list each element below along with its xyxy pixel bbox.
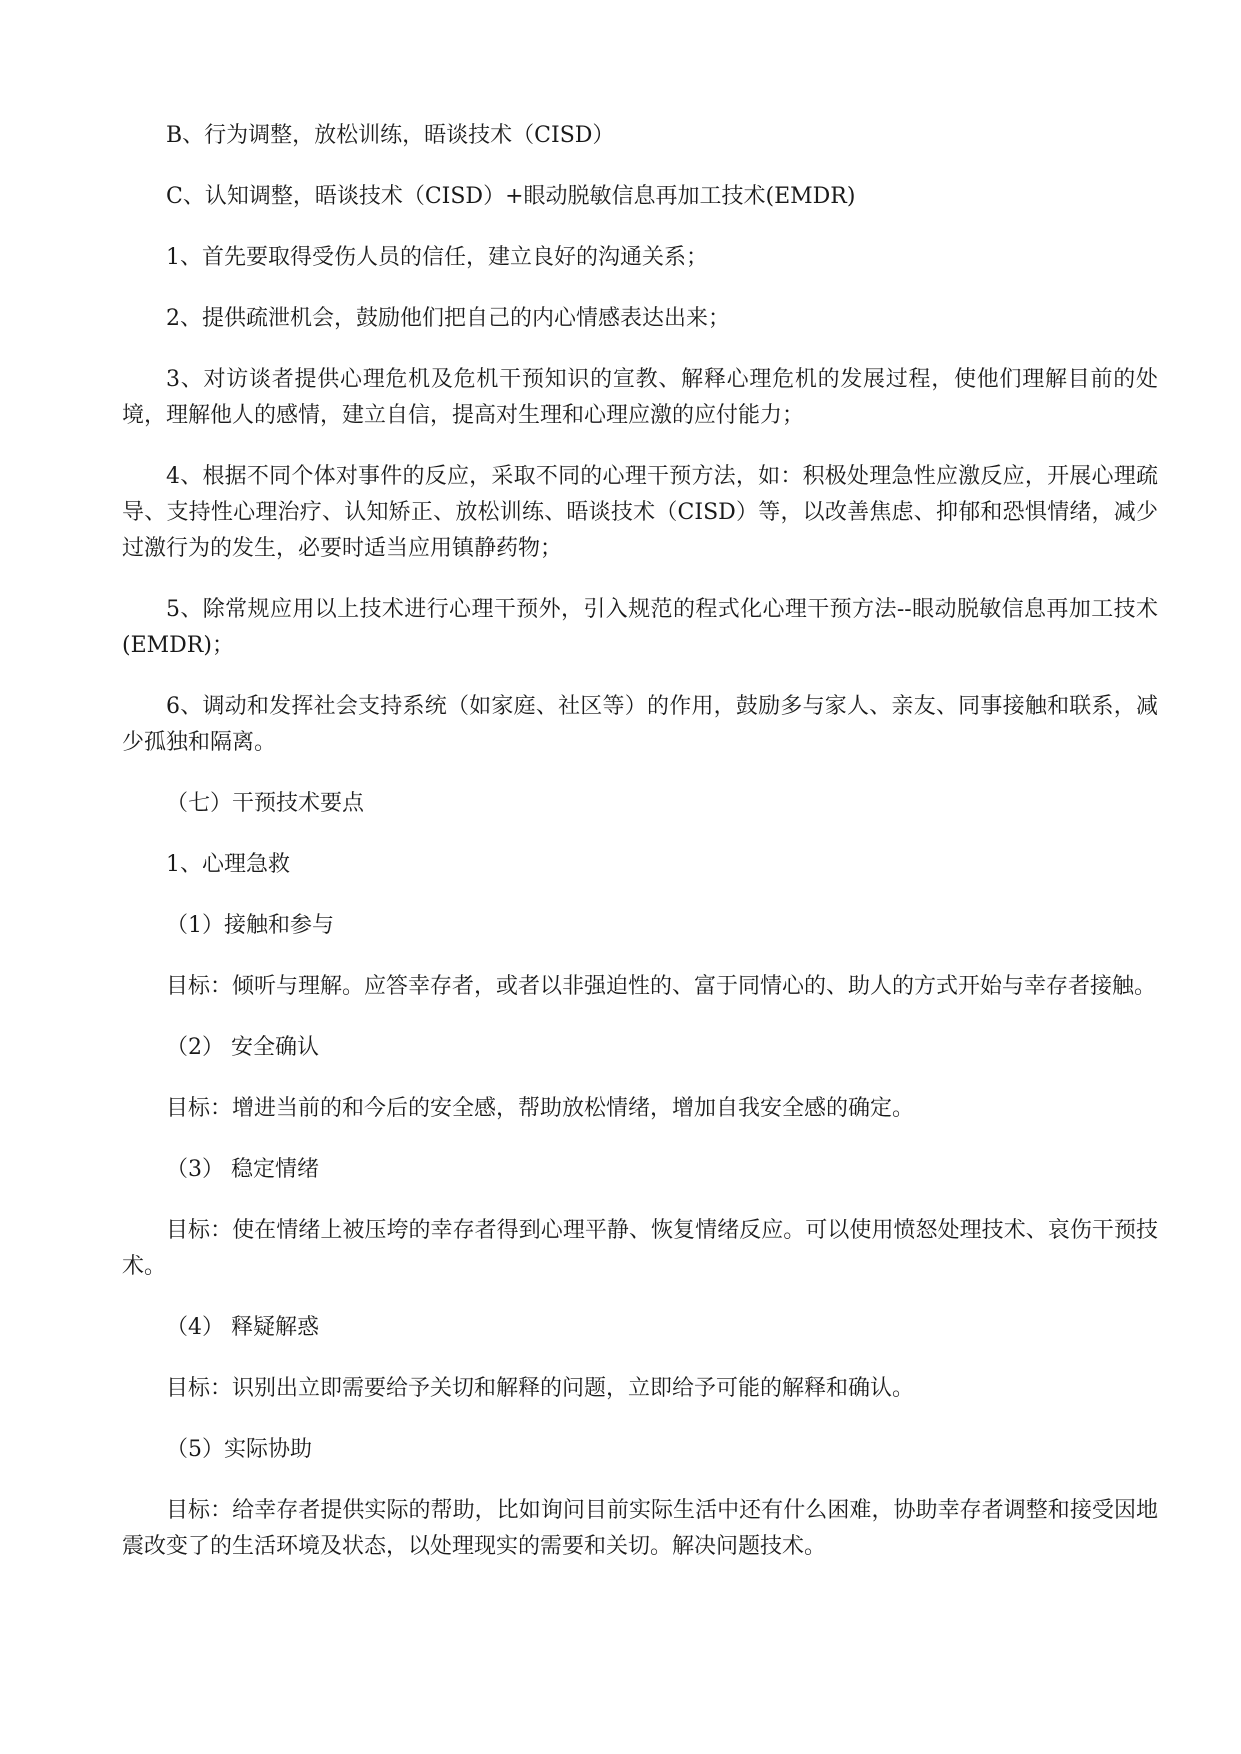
item-goal-practical-assistance: 目标：给幸存者提供实际的帮助，比如询问目前实际生活中还有什么困难，协助幸存者调整和接受因地震改变了的生活环境及状态，以处理现实的需要和关切。解决问题技术。 <box>122 1498 1158 1559</box>
paragraph-step-5: 5、除常规应用以上技术进行心理干预外，引入规范的程式化心理干预方法--眼动脱敏信息再加工技术(EMDR)； <box>122 597 1158 658</box>
paragraph-step-4: 4、根据不同个体对事件的反应，采取不同的心理干预方法，如：积极处理急性应激反应，开展心理疏导、支持性心理治疗、认知矫正、放松训练、晤谈技术（CISD）等，以改善焦虑、抑郁和恐惧情绪，减少过激行为的发生，必要时适当应用镇静药物； <box>122 464 1158 561</box>
item-goal-safety-confirmation: 目标：增进当前的和今后的安全感，帮助放松情绪，增加自我安全感的确定。 <box>166 1096 915 1121</box>
item-goal-emotional-stabilization: 目标：使在情绪上被压垮的幸存者得到心理平静、恢复情绪反应。可以使用愤怒处理技术、哀伤干预技术。 <box>122 1218 1158 1279</box>
paragraph-step-6: 6、调动和发挥社会支持系统（如家庭、社区等）的作用，鼓励多与家人、亲友、同事接触和联系，减少孤独和隔离。 <box>122 694 1158 755</box>
item-goal-contact-engagement: 目标：倾听与理解。应答幸存者，或者以非强迫性的、富于同情心的、助人的方式开始与幸存者接触。 <box>166 974 1157 999</box>
paragraph-step-1: 1、首先要取得受伤人员的信任，建立良好的沟通关系； <box>166 245 708 270</box>
subheading-psychological-first-aid: 1、心理急救 <box>166 852 290 877</box>
paragraph-step-3: 3、对访谈者提供心理危机及危机干预知识的宣教、解释心理危机的发展过程，使他们理解目前的处境，理解他人的感情，建立自信，提高对生理和心理应激的应付能力； <box>122 367 1158 428</box>
paragraph-step-2: 2、提供疏泄机会，鼓励他们把自己的内心情感表达出来； <box>166 306 730 331</box>
paragraph-option-b: B、行为调整，放松训练，晤谈技术（CISD） <box>166 123 615 148</box>
item-heading-safety-confirmation: （2） 安全确认 <box>166 1035 319 1060</box>
item-heading-clarification: （4） 释疑解惑 <box>166 1315 319 1340</box>
paragraph-option-c: C、认知调整，晤谈技术（CISD）+眼动脱敏信息再加工技术(EMDR) <box>166 184 856 209</box>
section-heading-intervention-key-points: （七）干预技术要点 <box>166 791 365 816</box>
item-heading-contact-engagement: （1）接触和参与 <box>166 913 334 938</box>
item-heading-practical-assistance: （5）实际协助 <box>166 1437 312 1462</box>
item-heading-emotional-stabilization: （3） 稳定情绪 <box>166 1157 319 1182</box>
document-body <box>122 118 1158 1590</box>
item-goal-clarification: 目标：识别出立即需要给予关切和解释的问题，立即给予可能的解释和确认。 <box>166 1376 915 1401</box>
